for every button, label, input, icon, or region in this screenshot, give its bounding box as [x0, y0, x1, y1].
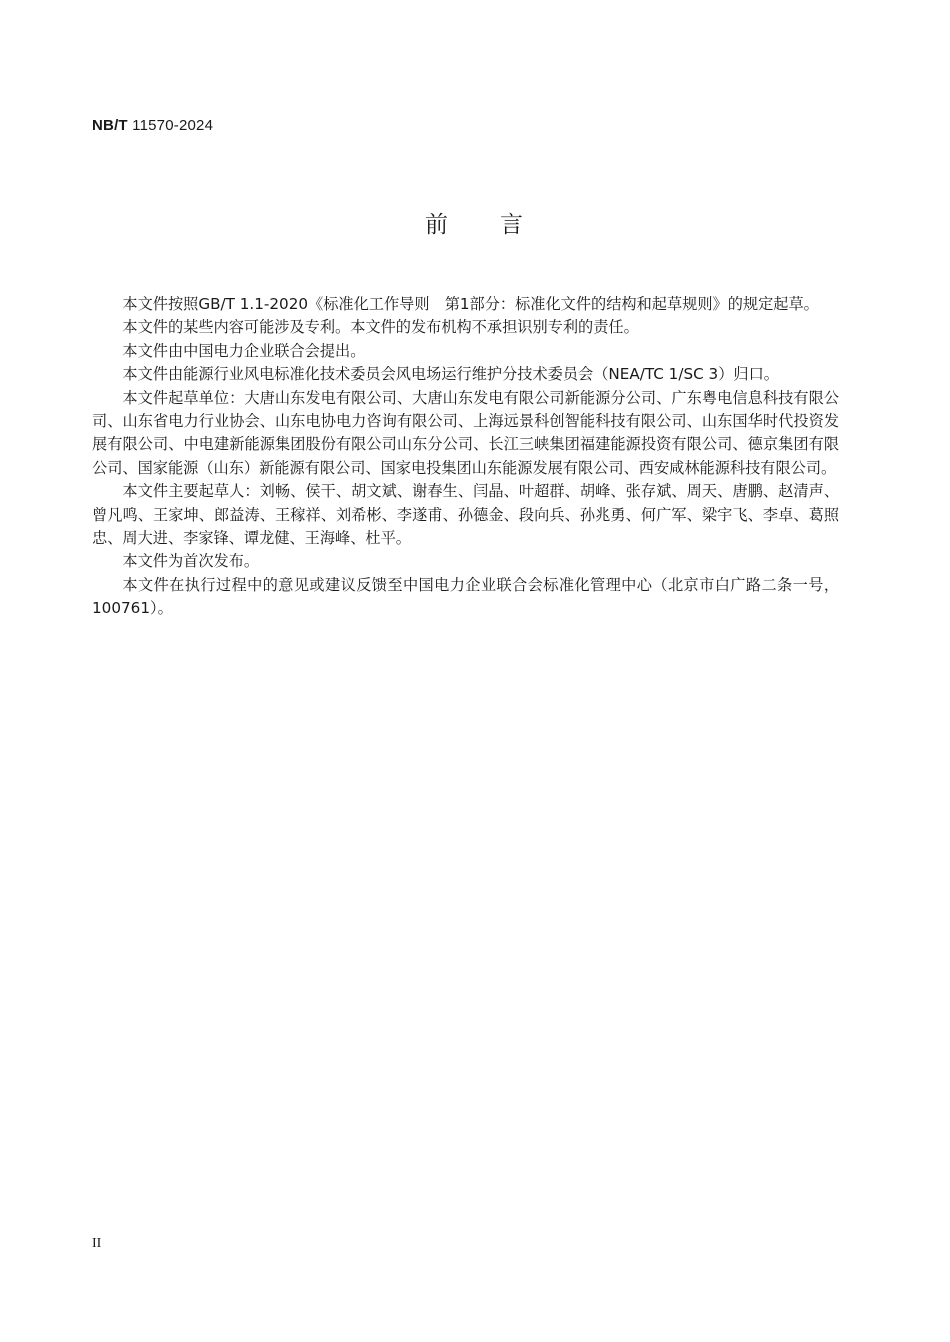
paragraph-feedback: 本文件在执行过程中的意见或建议反馈至中国电力企业联合会标准化管理中心（北京市白广路二条一号，100761）。	[92, 575, 839, 618]
foreword-body	[92, 293, 839, 621]
paragraph-drafting-organizations: 本文件起草单位：大唐山东发电有限公司、大唐山东发电有限公司新能源分公司、广东粤电信息科技有限公司、山东省电力行业协会、山东电协电力咨询有限公司、上海远景科创智能科技有限公司、山东国华时代投资发展有限公司、中电建新能源集团股份有限公司山东分公司、长江三峡集团福建能源投资有限公司、德京集团有限公司、国家能源（山东）新能源有限公司、国家电投集团山东能源发展有限公司、西安咸林能源科技有限公司。	[92, 388, 839, 477]
page-number: II	[92, 1236, 102, 1251]
paragraph-technical-committee: 本文件由能源行业风电标准化技术委员会风电场运行维护分技术委员会（NEA/TC 1/SC 3）归口。	[122, 365, 779, 384]
paragraph-first-release: 本文件为首次发布。	[122, 552, 260, 571]
paragraph-drafting-rules: 本文件按照GB/T 1.1-2020《标准化工作导则 第1部分：标准化文件的结构和起草规则》的规定起草。	[122, 295, 819, 313]
document-code-number: 11570-2024	[132, 117, 214, 134]
paragraph-proposer: 本文件由中国电力企业联合会提出。	[122, 341, 366, 360]
page-title: 前 言	[425, 212, 525, 238]
document-code	[92, 117, 213, 134]
paragraph-patent-notice: 本文件的某些内容可能涉及专利。本文件的发布机构不承担识别专利的责任。	[122, 318, 639, 337]
document-code-prefix: NB/T	[92, 117, 128, 134]
paragraph-drafters: 本文件主要起草人：刘畅、侯干、胡文斌、谢春生、闫晶、叶超群、胡峰、张存斌、周天、唐鹏、赵清声、曾凡鸣、王家坤、郎益涛、王稼祥、刘希彬、李遂甫、孙德金、段向兵、孙兆勇、何广军、梁宇飞、李卓、葛照忠、周大进、李家锋、谭龙健、王海峰、杜平。	[92, 482, 839, 548]
